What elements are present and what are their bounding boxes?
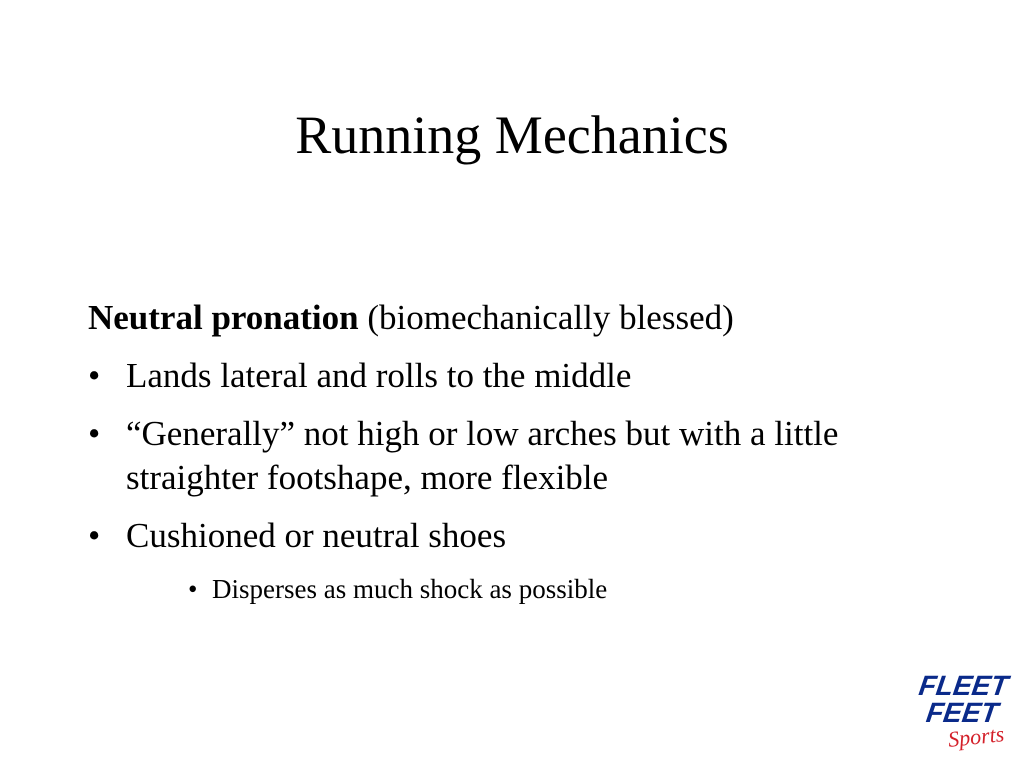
logo-line-fleet: FLEET: [917, 670, 1011, 701]
heading-bold-text: Neutral pronation: [88, 298, 359, 337]
bullet-icon: •: [88, 516, 101, 555]
sub-bullet-item: [188, 572, 948, 606]
bullet-text: Cushioned or neutral shoes: [126, 516, 507, 555]
bullet-item: [88, 412, 948, 500]
slide-body: [88, 296, 948, 606]
heading-rest-text: (biomechanically blessed): [358, 298, 734, 337]
bullet-item: [88, 514, 948, 558]
bullet-item: [88, 354, 948, 398]
logo-line-feet: FEET: [924, 697, 1001, 728]
section-heading: [88, 296, 948, 340]
bullet-text: “Generally” not high or low arches but with a little straighter footshape, more flexible: [126, 414, 839, 497]
bullet-icon: •: [88, 356, 101, 395]
logo-script-sports: Sports: [946, 721, 1006, 752]
slide-title: Running Mechanics: [295, 105, 729, 165]
bullet-text: Lands lateral and rolls to the middle: [126, 356, 632, 395]
bullet-icon: •: [88, 414, 101, 453]
fleet-feet-logo: [904, 670, 1011, 756]
logo-wordmark: [900, 672, 1012, 726]
sub-bullet-text: Disperses as much shock as possible: [212, 574, 608, 604]
sub-bullet-icon: •: [188, 574, 198, 604]
